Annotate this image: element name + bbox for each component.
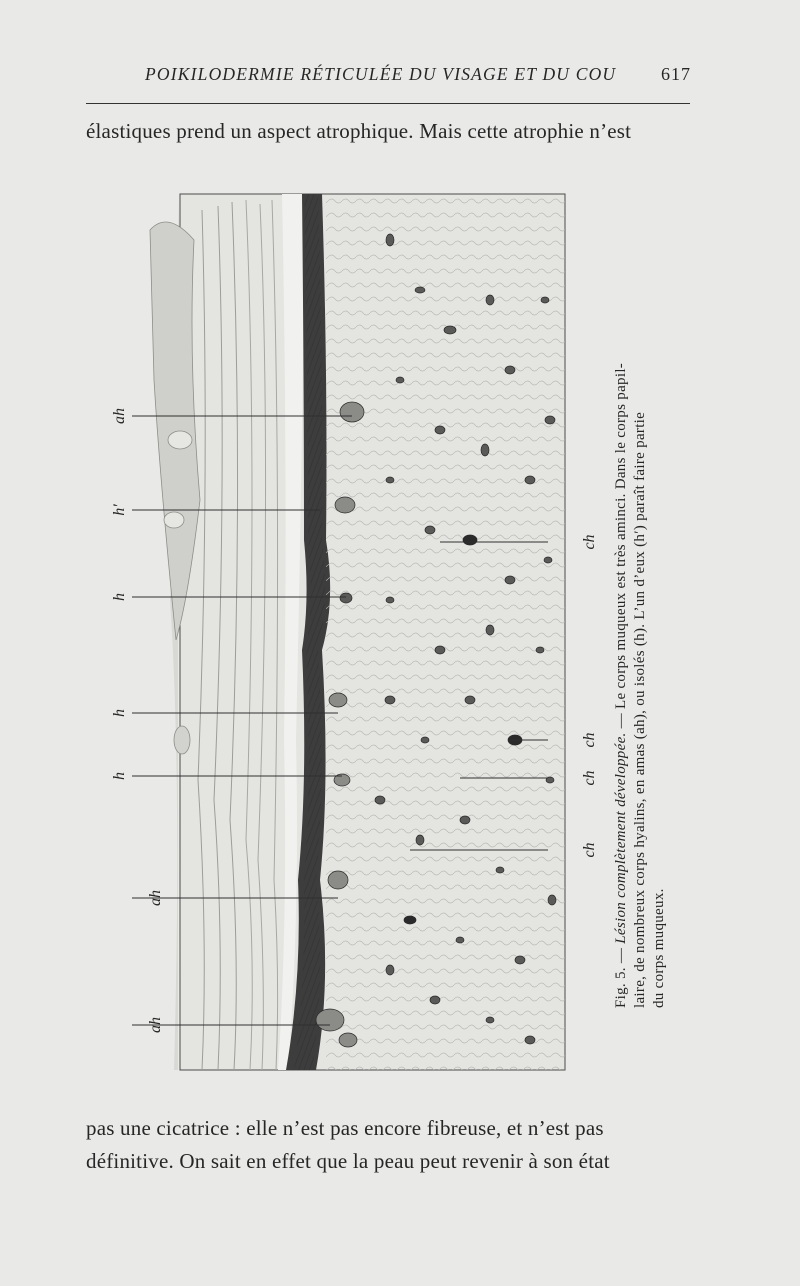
label-ch-2: ch [581, 732, 598, 748]
figure-labels [90, 180, 610, 1080]
body-text-bottom-1: pas une cicatrice : elle n’est pas encore fibreuse, et n’est pas [86, 1116, 604, 1140]
label-h-2: h [111, 709, 128, 717]
body-text-bottom-2: définitive. On sait en effet que la peau peut revenir à son état [86, 1149, 610, 1173]
page-number: 617 [661, 64, 691, 84]
label-h-1: h [111, 593, 128, 601]
caption-line-1 [612, 228, 631, 1008]
caption-text-1: — Le corps muqueux est très aminci. Dans le corps papil- [613, 362, 629, 733]
figure-caption [612, 228, 669, 1008]
body-text-top: élastiques prend un aspect atrophique. Mais cette atrophie n’est [86, 119, 632, 143]
caption-line-2: laire, de nombreux corps hyalins, en amas (ah), ou isolés (h). L’un d’eux (h′) paraît faire partie [632, 411, 648, 1008]
header-rule [86, 103, 690, 104]
caption-title: Lésion complètement développée. [613, 732, 629, 944]
figure-caption-wrap [612, 228, 667, 1008]
label-h-prime: h′ [111, 504, 128, 516]
label-h-3: h [111, 772, 128, 780]
caption-prefix: Fig. 5. — [613, 943, 629, 1008]
label-ah-1: ah [111, 408, 128, 424]
label-ah-2: ah [147, 890, 164, 906]
running-title: POIKILODERMIE RÉTICULÉE DU VISAGE ET DU COU [145, 64, 617, 84]
label-ch-4: ch [581, 842, 598, 858]
label-ch-1: ch [581, 534, 598, 550]
label-ch-3: ch [581, 770, 598, 786]
label-ah-3: ah [147, 1017, 164, 1033]
caption-line-3: du corps muqueux. [651, 888, 667, 1008]
